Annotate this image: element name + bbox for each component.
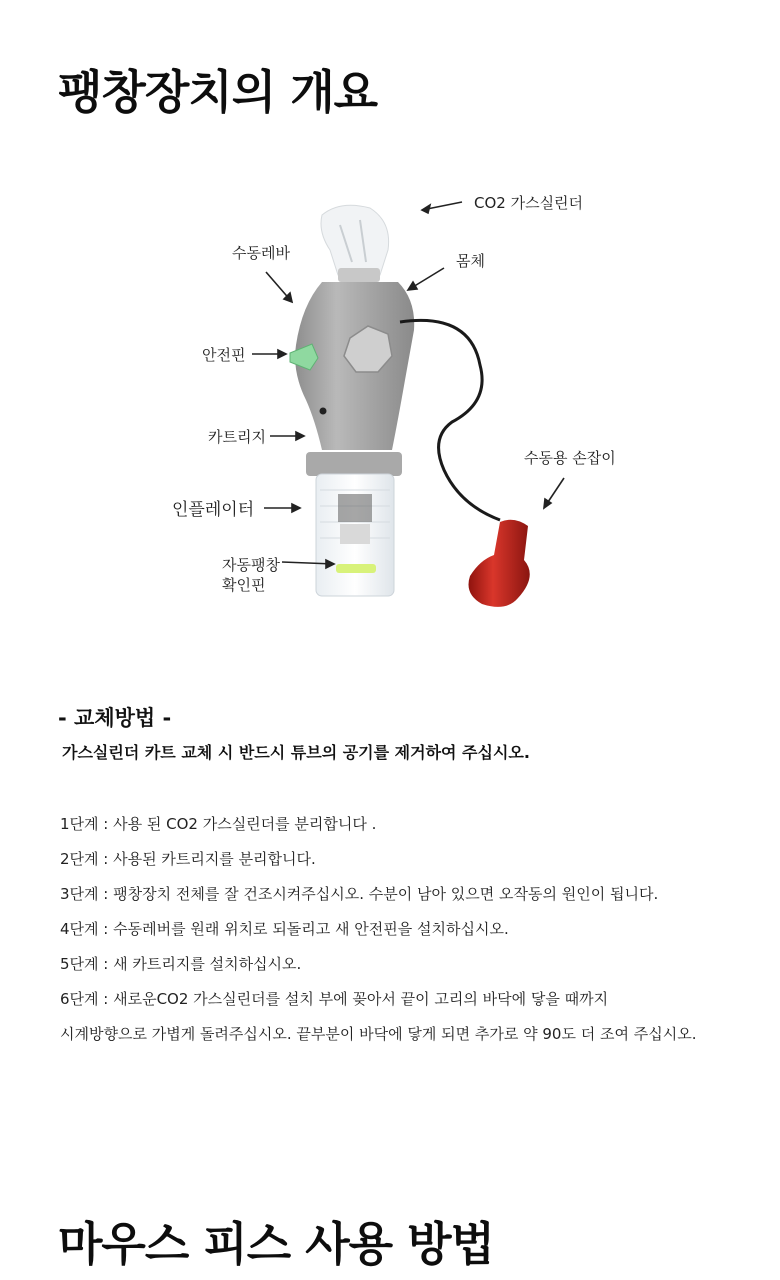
label-inflator: 인플레이터 bbox=[172, 500, 255, 520]
inflator-shape bbox=[306, 452, 402, 596]
label-co2-cylinder: CO2 가스실린더 bbox=[474, 194, 584, 212]
step-item: 시계방향으로 가볍게 돌려주십시오. 끝부분이 바닥에 닿게 되면 추가로 약 90도 더 조여 주십시오. bbox=[60, 1025, 697, 1043]
label-auto-indicator-line1: 자동팽창 bbox=[222, 556, 280, 574]
label-manual-handle: 수동용 손잡이 bbox=[524, 449, 616, 467]
label-manual-lever: 수동레바 bbox=[232, 244, 290, 262]
label-body: 몸체 bbox=[456, 252, 485, 270]
replacement-note: 가스실린더 카트 교체 시 반드시 튜브의 공기를 제거하여 주십시오. bbox=[62, 743, 530, 762]
label-cartridge: 카트리지 bbox=[208, 428, 266, 446]
step-item: 2단계 : 사용된 카트리지를 분리합니다. bbox=[60, 850, 316, 868]
step-item: 6단계 : 새로운CO2 가스실린더를 설치 부에 꽂아서 끝이 고리의 바닥에 닿을 때까지 bbox=[60, 990, 609, 1008]
step-item: 1단계 : 사용 된 CO2 가스실린더를 분리합니다 . bbox=[60, 815, 377, 833]
manual-handle-shape bbox=[469, 520, 530, 607]
inflator-diagram bbox=[160, 190, 630, 630]
page-title: 팽창장치의 개요 bbox=[58, 65, 378, 119]
label-auto-indicator-line2: 확인핀 bbox=[222, 576, 266, 594]
step-item: 5단계 : 새 카트리지를 설치하십시오. bbox=[60, 955, 302, 973]
step-item: 4단계 : 수동레버를 원래 위치로 되돌리고 새 안전핀을 설치하십시오. bbox=[60, 920, 509, 938]
label-safety-pin: 안전핀 bbox=[202, 346, 246, 364]
replacement-steps bbox=[60, 814, 760, 1059]
co2-cylinder-shape bbox=[321, 205, 389, 282]
step-item: 3단계 : 팽창장치 전체를 잘 건조시켜주십시오. 수분이 남아 있으면 오작동의 원인이 됩니다. bbox=[60, 885, 659, 903]
section-title-mouthpiece: 마우스 피스 사용 방법 bbox=[58, 1217, 494, 1271]
replacement-heading: - 교체방법 - bbox=[58, 706, 172, 730]
lanyard-cable bbox=[400, 320, 500, 520]
